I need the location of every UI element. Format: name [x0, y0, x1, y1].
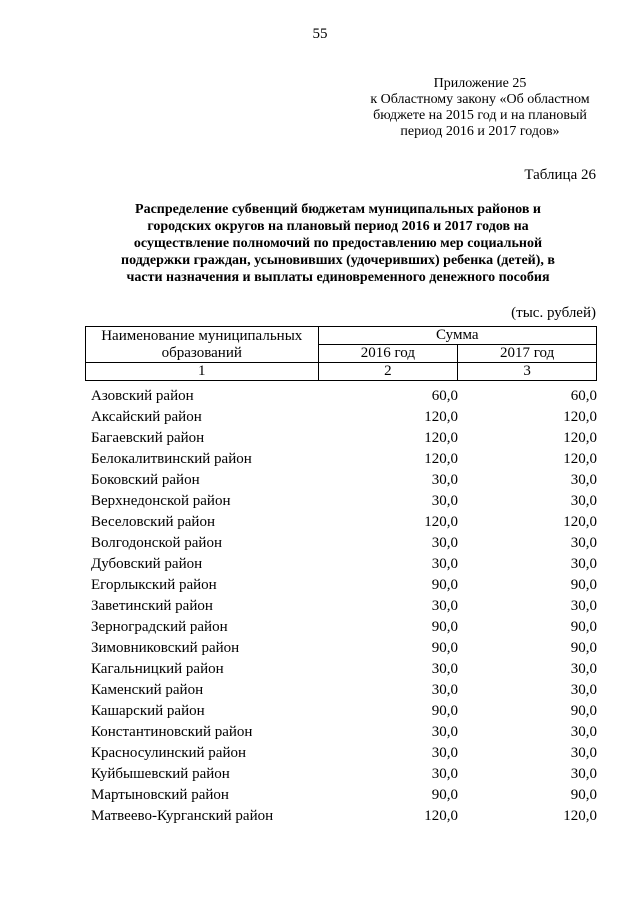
table-row	[91, 596, 597, 617]
title-line: части назначения и выплаты единовременного денежного пособия	[126, 270, 550, 285]
header-col-number-3: 3	[458, 363, 597, 381]
row-value-2016: 90,0	[431, 619, 458, 635]
row-value-2016: 120,0	[424, 514, 458, 530]
table-header	[85, 326, 597, 381]
units-label: (тыс. рублей)	[511, 305, 596, 321]
row-name: Матвеево-Курганский район	[91, 808, 274, 824]
table-row	[91, 386, 597, 407]
table-row	[91, 533, 597, 554]
title-line: поддержки граждан, усыновивших (удочеривших) ребенка (детей), в	[121, 253, 555, 268]
title-line: Распределение субвенций бюджетам муниципальных районов и	[135, 202, 541, 217]
table-row	[91, 449, 597, 470]
row-value-2016: 90,0	[431, 703, 458, 719]
appendix-note	[330, 76, 630, 140]
row-value-2017: 30,0	[570, 493, 597, 509]
row-value-2016: 30,0	[431, 493, 458, 509]
row-value-2017: 30,0	[570, 556, 597, 572]
row-name: Мартыновский район	[91, 787, 229, 803]
row-value-2017: 120,0	[563, 430, 597, 446]
row-value-2017: 30,0	[570, 598, 597, 614]
page-number: 55	[312, 26, 328, 42]
table-row	[91, 575, 597, 596]
row-value-2017: 30,0	[570, 682, 597, 698]
row-value-2016: 30,0	[431, 472, 458, 488]
row-value-2017: 90,0	[570, 619, 597, 635]
row-value-2017: 30,0	[570, 766, 597, 782]
row-name: Азовский район	[91, 388, 194, 404]
row-name: Зимовниковский район	[91, 640, 240, 656]
row-value-2017: 120,0	[563, 409, 597, 425]
table-row	[91, 785, 597, 806]
row-value-2017: 120,0	[563, 451, 597, 467]
row-value-2017: 90,0	[570, 703, 597, 719]
row-value-2016: 120,0	[424, 451, 458, 467]
header-year-2016: 2016 год	[318, 345, 458, 363]
row-value-2016: 90,0	[431, 640, 458, 656]
row-name: Каменский район	[91, 682, 204, 698]
table-row	[91, 701, 597, 722]
row-value-2017: 30,0	[570, 661, 597, 677]
table-row	[91, 554, 597, 575]
row-name: Кагальницкий район	[91, 661, 224, 677]
row-value-2016: 60,0	[431, 388, 458, 404]
table-row	[91, 491, 597, 512]
appendix-line: Приложение 25	[433, 76, 527, 91]
row-value-2016: 120,0	[424, 430, 458, 446]
row-name: Куйбышевский район	[91, 766, 230, 782]
title-line: осуществление полномочий по предоставлению мер социальной	[133, 236, 543, 251]
row-value-2017: 120,0	[563, 808, 597, 824]
row-value-2016: 30,0	[431, 724, 458, 740]
table-row	[91, 659, 597, 680]
row-name: Дубовский район	[91, 556, 203, 572]
header-col-number-1: 1	[86, 363, 319, 381]
row-value-2016: 30,0	[431, 745, 458, 761]
table-row	[91, 470, 597, 491]
row-name: Боковский район	[91, 472, 200, 488]
row-value-2017: 90,0	[570, 787, 597, 803]
appendix-line: бюджете на 2015 год и на плановый	[373, 108, 587, 123]
table-row	[91, 764, 597, 785]
row-name: Зерноградский район	[91, 619, 228, 635]
row-name: Верхнедонской район	[91, 493, 231, 509]
table-row	[91, 722, 597, 743]
table-row	[91, 512, 597, 533]
row-value-2017: 30,0	[570, 745, 597, 761]
table-label: Таблица 26	[524, 167, 596, 183]
row-name: Волгодонской район	[91, 535, 222, 551]
row-name: Егорлыкский район	[91, 577, 217, 593]
row-value-2016: 30,0	[431, 682, 458, 698]
row-value-2017: 30,0	[570, 724, 597, 740]
row-value-2017: 120,0	[563, 514, 597, 530]
row-value-2016: 90,0	[431, 577, 458, 593]
row-value-2017: 60,0	[570, 388, 597, 404]
row-name: Кашарский район	[91, 703, 205, 719]
row-value-2016: 30,0	[431, 661, 458, 677]
table-row	[91, 428, 597, 449]
header-sum: Сумма	[318, 327, 596, 345]
table-row	[91, 617, 597, 638]
table-row	[91, 638, 597, 659]
row-value-2016: 30,0	[431, 598, 458, 614]
table-row	[91, 806, 597, 827]
row-value-2017: 90,0	[570, 640, 597, 656]
row-name: Веселовский район	[91, 514, 215, 530]
row-name: Заветинский район	[91, 598, 213, 614]
header-year-2017: 2017 год	[458, 345, 597, 363]
title-line: городских округов на плановый период 2016 и 2017 годов на	[147, 219, 529, 234]
table-row	[91, 743, 597, 764]
appendix-line: к Областному закону «Об областном	[370, 92, 590, 107]
table-row	[91, 407, 597, 428]
row-value-2017: 30,0	[570, 535, 597, 551]
row-name: Аксайский район	[91, 409, 202, 425]
row-name: Константиновский район	[91, 724, 253, 740]
row-value-2016: 120,0	[424, 409, 458, 425]
table-row	[91, 680, 597, 701]
row-name: Красносулинский район	[91, 745, 247, 761]
row-value-2016: 30,0	[431, 556, 458, 572]
row-name: Багаевский район	[91, 430, 205, 446]
table-body	[91, 386, 597, 827]
row-name: Белокалитвинский район	[91, 451, 252, 467]
row-value-2016: 120,0	[424, 808, 458, 824]
row-value-2017: 30,0	[570, 472, 597, 488]
row-value-2016: 90,0	[431, 787, 458, 803]
document-title	[85, 201, 591, 286]
row-value-2016: 30,0	[431, 535, 458, 551]
header-col-number-2: 2	[318, 363, 458, 381]
appendix-line: период 2016 и 2017 годов»	[400, 124, 560, 139]
row-value-2017: 90,0	[570, 577, 597, 593]
header-name-column: Наименование муниципальных образований	[86, 327, 319, 363]
row-value-2016: 30,0	[431, 766, 458, 782]
